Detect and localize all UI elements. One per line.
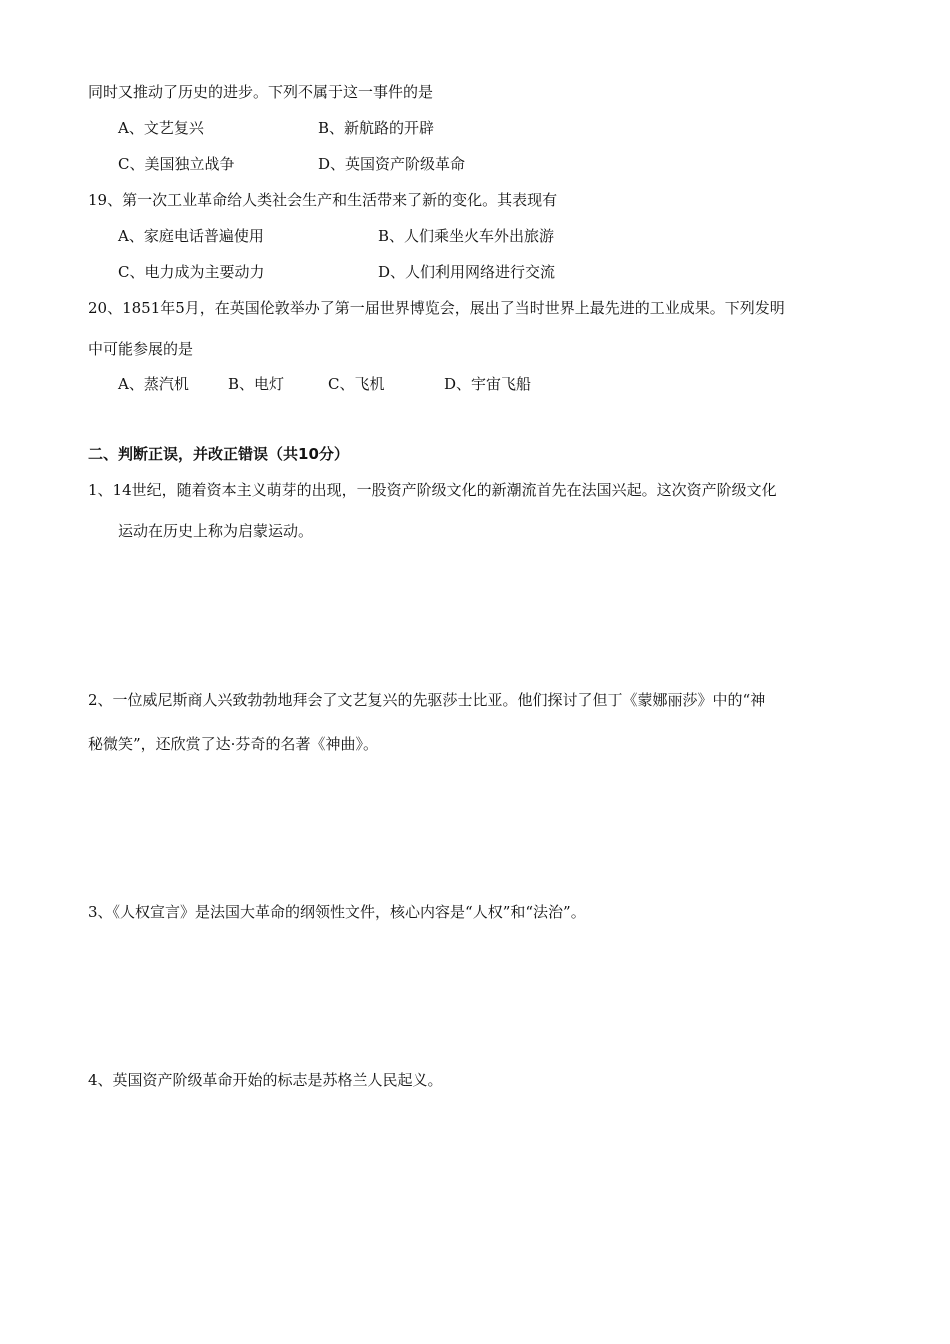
- s2-item3-line1: 3、《人权宣言》是法国大革命的纲领性文件，核心内容是“人权”和“法治”。: [88, 903, 586, 921]
- q18-stem: 同时又推动了历史的进步。下列不属于这一事件的是: [88, 83, 434, 101]
- q18-option-d: D、英国资产阶级革命: [318, 155, 466, 173]
- q19-stem: 19、第一次工业革命给人类社会生产和生活带来了新的变化。其表现有: [88, 191, 558, 209]
- q20-option-c: C、飞机: [328, 375, 385, 393]
- s2-item2-line2: 秘微笑”，还欣赏了达·芬奇的名著《神曲》。: [88, 735, 378, 753]
- s2-item2-line1: 2、一位威尼斯商人兴致勃勃地拜会了文艺复兴的先驱莎士比亚。他们探讨了但丁《蒙娜丽莎》中的“神: [88, 691, 766, 709]
- q20-stem-line2: 中可能参展的是: [88, 340, 194, 358]
- s2-item1-line2: 运动在历史上称为启蒙运动。: [118, 522, 314, 540]
- q20-option-b: B、电灯: [228, 375, 285, 393]
- q20-stem-line1: 20、1851年5月，在英国伦敦举办了第一届世界博览会，展出了当时世界上最先进的工业成果。下列发明: [88, 299, 785, 317]
- q19-option-c: C、电力成为主要动力: [118, 263, 265, 281]
- q20-option-d: D、宇宙飞船: [444, 375, 532, 393]
- q18-option-a: A、文艺复兴: [118, 119, 204, 137]
- s2-item4-line1: 4、英国资产阶级革命开始的标志是苏格兰人民起义。: [88, 1071, 443, 1089]
- q18-option-c: C、美国独立战争: [118, 155, 235, 173]
- q19-option-d: D、人们利用网络进行交流: [378, 263, 556, 281]
- q18-option-b: B、新航路的开辟: [318, 119, 435, 137]
- section2-title: 二、判断正误，并改正错误（共10分）: [88, 445, 349, 463]
- q19-option-a: A、家庭电话普遍使用: [118, 227, 264, 245]
- q19-option-b: B、人们乘坐火车外出旅游: [378, 227, 555, 245]
- s2-item1-line1: 1、14世纪，随着资本主义萌芽的出现，一股资产阶级文化的新潮流首先在法国兴起。这次资产阶级文化: [88, 481, 777, 499]
- q20-option-a: A、蒸汽机: [118, 375, 189, 393]
